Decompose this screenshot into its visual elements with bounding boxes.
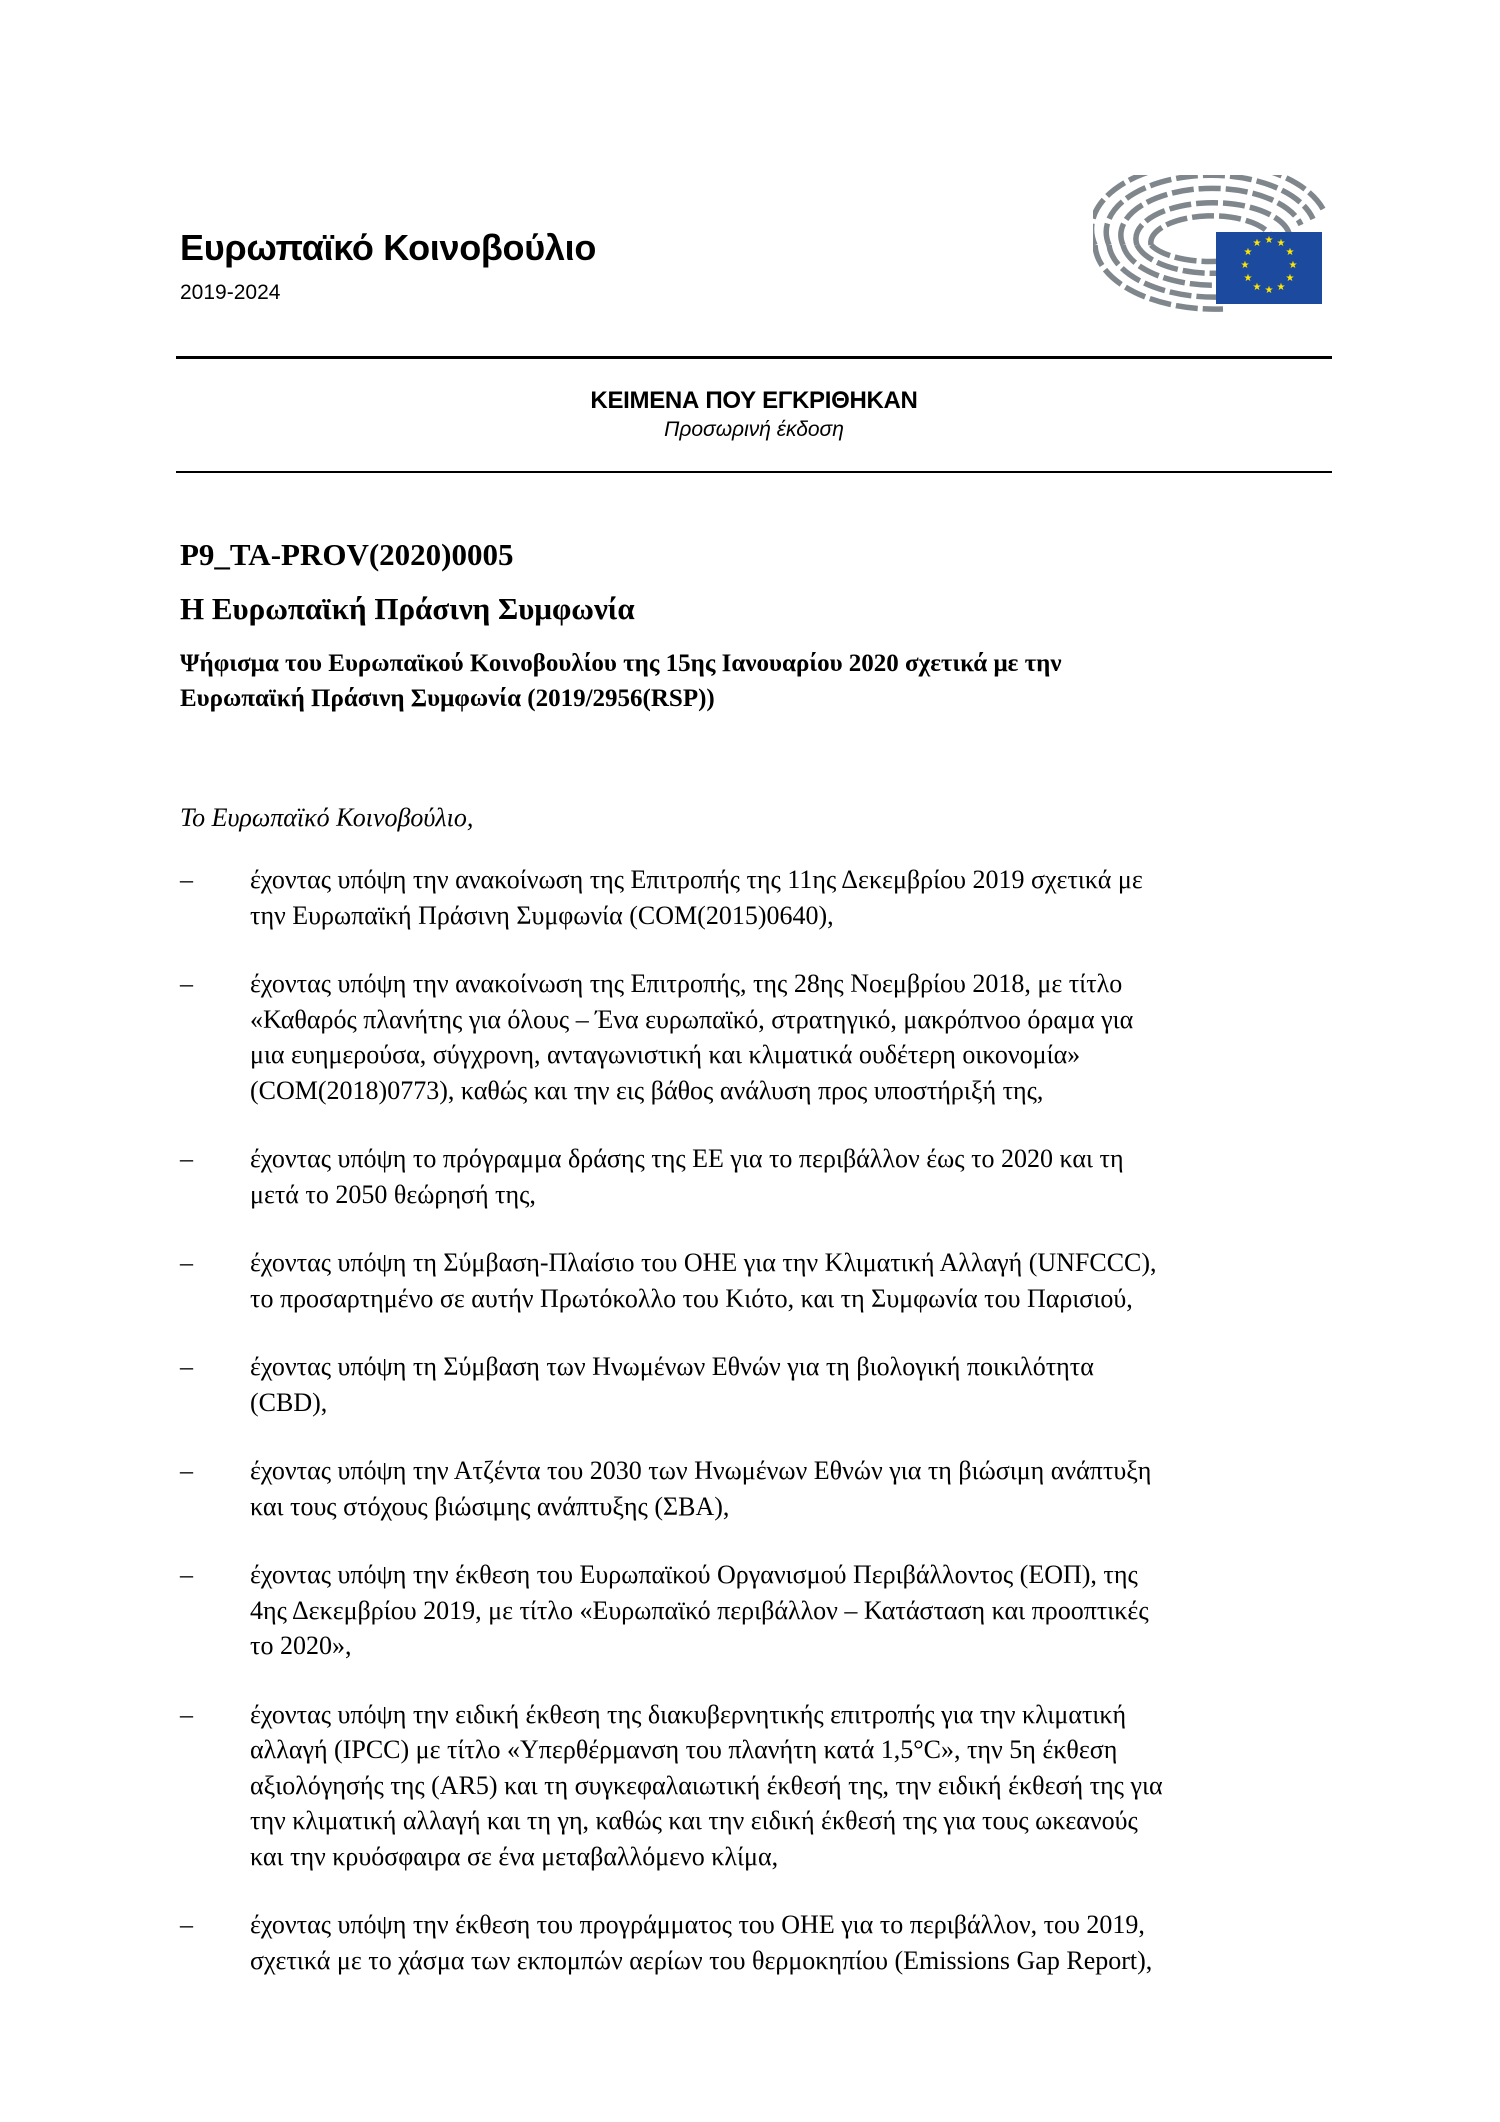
citation-item — [180, 966, 1340, 1108]
header-divider-top — [176, 356, 1332, 359]
citation-item — [180, 1697, 1340, 1875]
citation-item — [180, 1907, 1340, 1978]
citation-text: έχοντας υπόψη την ειδική έκθεση της διακυβερνητικής επιτροπής για την κλιματική αλλαγή (IPCC) με τίτλο «Υπερθέρμανση του πλανήτη κατά 1,5°C», την 5η έκθεση αξιολόγησής της (AR5) και τη συγκεφαλαιωτική έκθεσή της, την ειδική έκθεσή της για την κλιματική αλλαγή και τη γη, καθώς και την ειδική έκθεσή της για τους ωκεανούς και την κρυόσφαιρα σε ένα μεταβαλλόμενο κλίμα, — [250, 1699, 1163, 1871]
adopted-texts-banner — [176, 386, 1332, 444]
citation-text: έχοντας υπόψη την ανακοίνωση της Επιτροπής της 11ης Δεκεμβρίου 2019 σχετικά με την Ευρωπαϊκή Πράσινη Συμφωνία (COM(2015)0640), — [250, 865, 1143, 930]
header-divider-bottom — [176, 471, 1332, 473]
banner-heading: ΚΕΙΜΕΝΑ ΠΟΥ ΕΓΚΡΙΘΗΚΑΝ — [590, 387, 918, 414]
institution-name: Ευρωπαϊκό Κοινοβούλιο — [180, 227, 597, 268]
subtitle-line: Ευρωπαϊκή Πράσινη Συμφωνία (2019/2956(RSP)) — [180, 685, 715, 712]
dash-bullet: – — [180, 1699, 193, 1729]
resolution-intro: Το Ευρωπαϊκό Κοινοβούλιο, — [180, 803, 474, 832]
citations-list — [180, 862, 1340, 2011]
citation-text: έχοντας υπόψη την έκθεση του προγράμματος του ΟΗΕ για το περιβάλλον, του 2019, σχετικά με το χάσμα των εκπομπών αερίων του θερμοκηπίου (Emissions Gap Report), — [250, 1910, 1153, 1975]
citation-item — [180, 1245, 1340, 1316]
dash-bullet: – — [180, 969, 193, 998]
dash-bullet: – — [180, 1560, 193, 1589]
svg-text:★: ★ — [1276, 282, 1286, 293]
citation-item — [180, 1557, 1340, 1664]
citation-text: έχοντας υπόψη την ανακοίνωση της Επιτροπής, της 28ης Νοεμβρίου 2018, με τίτλο «Καθαρός πλανήτης για όλους – Ένα ευρωπαϊκό, στρατηγικό, μακρόπνοο όραμα για μια ευημερούσα, σύγχρονη, ανταγωνιστική και κλιματικά ουδέτερη οικονομία» (COM(2018)0773), καθώς και την εις βάθος ανάλυση προς υποστήριξή της, — [250, 969, 1134, 1105]
dash-bullet: – — [180, 1456, 193, 1485]
dash-bullet: – — [180, 1248, 193, 1277]
svg-text:★: ★ — [1264, 285, 1274, 296]
banner-subheading: Προσωρινή έκδοση — [664, 418, 844, 441]
citation-text: έχοντας υπόψη την έκθεση του Ευρωπαϊκού Οργανισμού Περιβάλλοντος (ΕΟΠ), της 4ης Δεκεμβρίου 2019, με τίτλο «Ευρωπαϊκό περιβάλλον – Κατάσταση και προοπτικές το 2020», — [250, 1560, 1149, 1660]
svg-text:★: ★ — [1276, 238, 1286, 249]
subtitle-line: Ψήφισμα του Ευρωπαϊκού Κοινοβουλίου της 15ης Ιανουαρίου 2020 σχετικά με την — [180, 650, 1062, 677]
dash-bullet: – — [180, 1352, 193, 1381]
citation-text: έχοντας υπόψη τη Σύμβαση-Πλαίσιο του ΟΗΕ για την Κλιματική Αλλαγή (UNFCCC), το προσαρτημένο σε αυτήν Πρωτόκολλο του Κιότο, και τη Συμφωνία του Παρισιού, — [250, 1248, 1157, 1313]
document-id: P9_TA-PROV(2020)0005 — [180, 537, 514, 572]
citation-item — [180, 1349, 1340, 1420]
european-parliament-logo-icon — [1093, 175, 1333, 313]
document-subtitle — [180, 646, 1340, 716]
parliamentary-term: 2019-2024 — [180, 281, 281, 304]
citation-text: έχοντας υπόψη τη Σύμβαση των Ηνωμένων Εθνών για τη βιολογική ποικιλότητα (CBD), — [250, 1352, 1094, 1417]
svg-text:★: ★ — [1240, 260, 1250, 271]
svg-text:★: ★ — [1243, 273, 1253, 284]
citation-item — [180, 862, 1340, 933]
dash-bullet: – — [180, 1910, 193, 1939]
dash-bullet: – — [180, 1144, 193, 1173]
svg-text:★: ★ — [1252, 238, 1262, 249]
svg-text:★: ★ — [1252, 282, 1262, 293]
svg-text:★: ★ — [1285, 273, 1295, 284]
citation-text: έχοντας υπόψη την Ατζέντα του 2030 των Ηνωμένων Εθνών για τη βιώσιμη ανάπτυξη και τους στόχους βιώσιμης ανάπτυξης (ΣΒΑ), — [250, 1456, 1152, 1521]
svg-text:★: ★ — [1288, 260, 1298, 271]
svg-text:★: ★ — [1243, 247, 1253, 258]
svg-text:★: ★ — [1285, 247, 1295, 258]
svg-text:★: ★ — [1264, 235, 1274, 246]
citation-text: έχοντας υπόψη το πρόγραμμα δράσης της ΕΕ για το περιβάλλον έως το 2020 και τη μετά το 2050 θεώρησή της, — [250, 1144, 1124, 1209]
dash-bullet: – — [180, 865, 193, 894]
citation-item — [180, 1453, 1340, 1524]
document-title: Η Ευρωπαϊκή Πράσινη Συμφωνία — [180, 591, 635, 626]
citation-item — [180, 1141, 1340, 1212]
